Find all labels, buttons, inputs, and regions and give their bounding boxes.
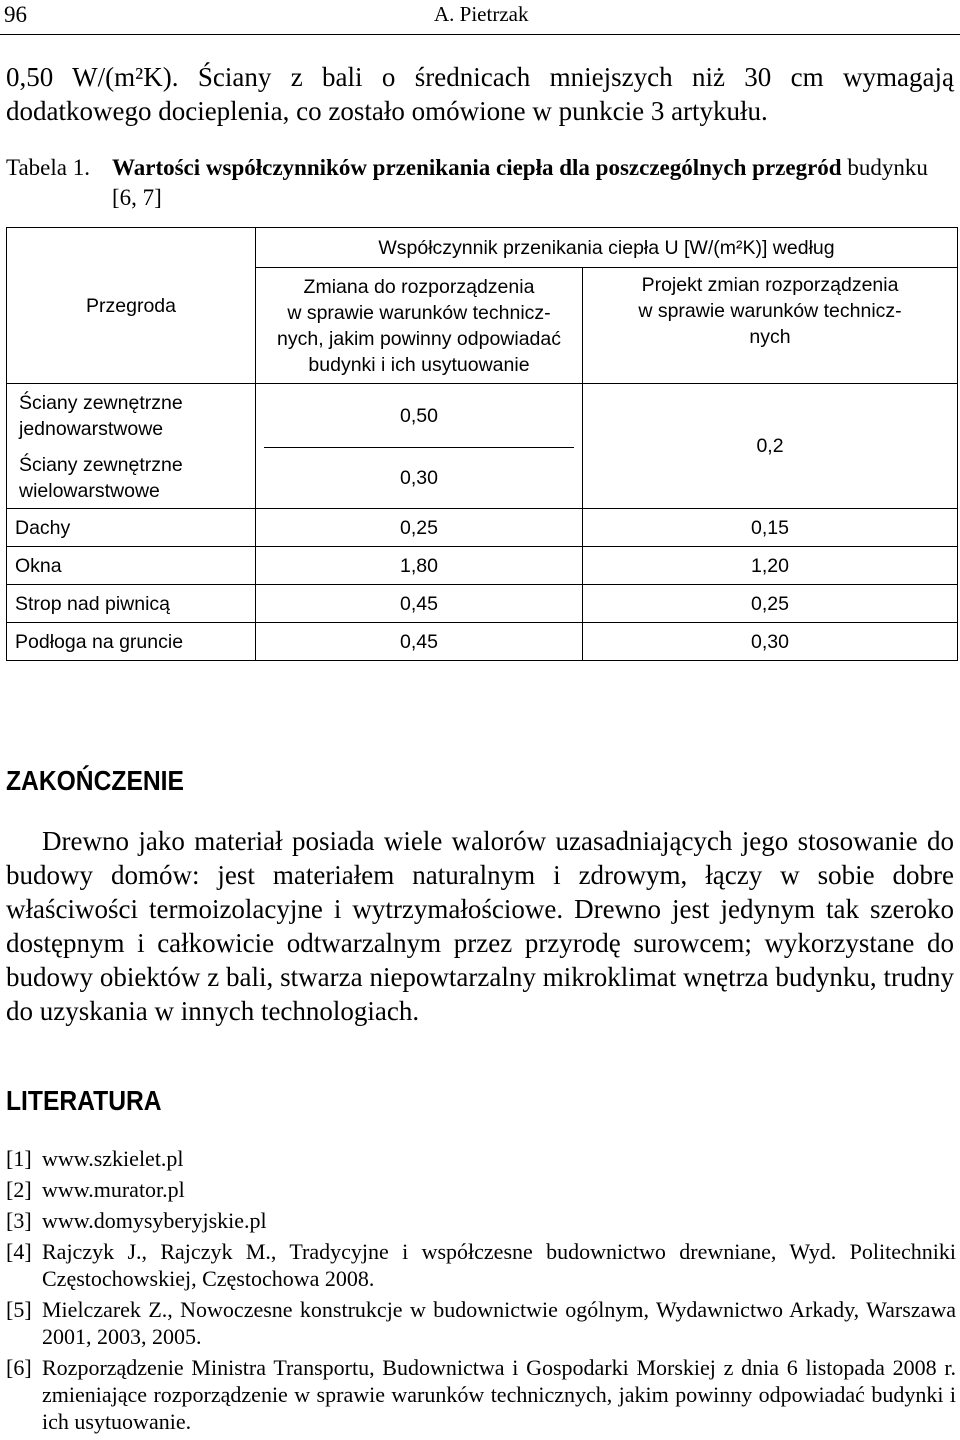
table-row: [7, 623, 958, 661]
u-coefficient-table: [6, 227, 958, 661]
table-caption-rest: budynku [6, 7]: [112, 155, 928, 210]
reference-item: [6, 1207, 956, 1234]
reference-number: [1]: [6, 1146, 32, 1171]
reference-item: [6, 1238, 956, 1292]
header-regulation-amendment: Zmiana do rozporządzenia w sprawie warunków technicz- nych, jakim powinny odpowiadać budynki i ich usytuowanie: [256, 268, 583, 384]
page-header: [0, 0, 960, 35]
header-partition: Przegroda: [7, 228, 256, 384]
header-coefficient-group: Współczynnik przenikania ciepła U [W/(m²K)] według: [256, 228, 958, 268]
reference-text: www.domysyberyjskie.pl: [42, 1208, 267, 1233]
row-value-a: 0,45: [256, 585, 583, 623]
walls-label-cell: [7, 384, 256, 509]
reference-number: [3]: [6, 1208, 32, 1233]
reference-number: [2]: [6, 1177, 32, 1202]
reference-list: [6, 1145, 956, 1439]
reference-text: www.szkielet.pl: [42, 1146, 184, 1171]
reference-text: www.murator.pl: [42, 1177, 185, 1202]
table-caption-label: Tabela 1.: [6, 155, 90, 180]
table-row: [7, 585, 958, 623]
reference-number: [6]: [6, 1355, 32, 1380]
table-row: [7, 509, 958, 547]
header-regulation-draft: Projekt zmian rozporządzenia w sprawie warunków technicz- nych: [583, 268, 958, 384]
wall-label-single-layer: Ściany zewnętrzne jednowarstwowe: [19, 392, 183, 440]
row-value-a: 0,45: [256, 623, 583, 661]
table-caption-bold: Wartości współczynników przenikania ciepła dla poszczególnych przegród: [112, 155, 842, 180]
row-label: Okna: [7, 547, 256, 585]
reference-item: [6, 1354, 956, 1435]
section-heading-literature: LITERATURA: [6, 1085, 162, 1116]
row-value-b: 0,30: [583, 623, 958, 661]
row-label: Podłoga na gruncie: [7, 623, 256, 661]
reference-item: [6, 1176, 956, 1203]
table-caption-text: [112, 153, 958, 213]
section-heading-conclusion: ZAKOŃCZENIE: [6, 765, 184, 796]
reference-text: Rajczyk J., Rajczyk M., Tradycyjne i współczesne budownictwo drewniane, Wyd. Politechniki Częstochowskiej, Częstochowa 2008.: [42, 1239, 956, 1291]
row-value-b: 0,25: [583, 585, 958, 623]
walls-value-a-cell: [256, 384, 583, 509]
intro-paragraph: 0,50 W/(m²K). Ściany z bali o średnicach mniejszych niż 30 cm wymagają dodatkowego docieplenia, co zostało omówione w punkcie 3 artykułu.: [6, 62, 954, 126]
reference-item: [6, 1145, 956, 1172]
reference-item: [6, 1296, 956, 1350]
reference-text: Mielczarek Z., Nowoczesne konstrukcje w budownictwie ogólnym, Wydawnictwo Arkady, Warszawa 2001, 2003, 2005.: [42, 1297, 956, 1349]
running-head-author: A. Pietrzak: [434, 2, 529, 26]
table-row: [7, 547, 958, 585]
row-value-b: 1,20: [583, 547, 958, 585]
page-number: 96: [4, 2, 27, 27]
row-value-a: 0,25: [256, 509, 583, 547]
reference-text: Rozporządzenie Ministra Transportu, Budownictwa i Gospodarki Morskiej z dnia 6 listopada 2008 r. zmieniające rozporządzenie w sprawie warunków technicznych, jakim powinny odpowiadać budynki i ich usytuowanie.: [42, 1355, 956, 1434]
reference-number: [5]: [6, 1297, 32, 1322]
wall-label-multi-layer: Ściany zewnętrzne wielowarstwowe: [19, 454, 183, 502]
conclusion-paragraph: Drewno jako materiał posiada wiele walorów uzasadniających jego stosowanie do budowy domów: jest materiałem naturalnym i zdrowym, łączy w sobie dobre właściwości termoizolacyjne i wytrzymałościowe. Drewno jest jedynym tak szeroko dostępnym i całkowicie odtwarzalnym przez przyrodę surowcem; wykorzystane do budowy obiektów z bali, stwarza niepowtarzalny mikroklimat wnętrza budynku, trudny do uzyskania w innych technologiach.: [6, 826, 954, 1026]
row-value-b: 0,15: [583, 509, 958, 547]
row-label: Dachy: [7, 509, 256, 547]
row-label: Strop nad piwnicą: [7, 585, 256, 623]
row-value-a: 1,80: [256, 547, 583, 585]
wall-value-multi-layer: 0,30: [400, 467, 438, 489]
wall-value-single-layer: 0,50: [264, 384, 574, 448]
walls-value-b: 0,2: [583, 384, 958, 509]
reference-number: [4]: [6, 1239, 32, 1264]
